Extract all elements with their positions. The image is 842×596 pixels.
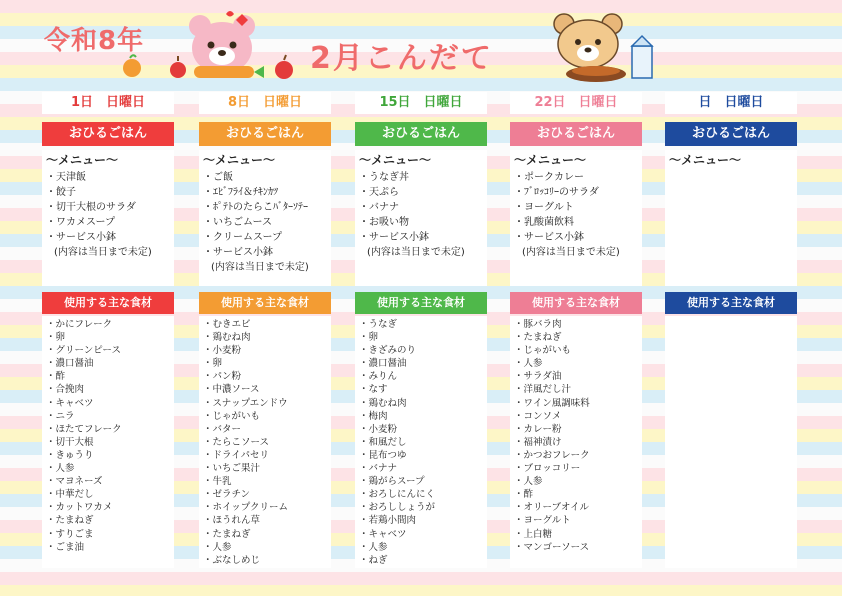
ingredient-item: ・パン粉: [203, 371, 242, 383]
ingredient-item: ・豚バラ肉: [514, 319, 562, 330]
menu-item: ・ﾌﾞﾛｯｺﾘｰのサラダ: [514, 187, 599, 198]
ingredient-item: ・人参: [514, 476, 543, 488]
ingredient-item: ・鶏むね肉: [359, 397, 407, 409]
menu-item: ・乳酸菌飲料: [514, 217, 574, 228]
menu-item: ・サービス小鉢: [514, 232, 584, 243]
ingredient-item: ・濃口醤油: [46, 358, 94, 370]
ingredient-item: ・牛乳: [203, 476, 232, 488]
ingredient-item: ・人参: [46, 463, 75, 475]
ingredients-header-5: 使用する主な食材: [665, 292, 797, 314]
menu-title: ～メニュー～: [46, 153, 119, 167]
ingredient-item: ・いちご果汁: [203, 463, 261, 475]
menu-box-5: [665, 150, 797, 286]
ingredients-box-5: [665, 316, 797, 568]
ingredient-item: ・鶏がらスープ: [359, 476, 425, 488]
ingredient-item: ・卵: [359, 332, 379, 344]
menu-item: ・ヨーグルト: [514, 202, 574, 213]
ingredient-item: ・たまねぎ: [514, 332, 562, 344]
menu-note: (内容は当日まで未定): [211, 262, 309, 273]
ingredient-item: ・酢: [46, 371, 66, 383]
ingredient-item: ・人参: [514, 358, 543, 370]
menu-item: ・ﾎﾟﾃﾄのたらこﾊﾞﾀｰｿﾃｰ: [203, 202, 308, 213]
menu-item: ・サービス小鉢: [46, 232, 116, 243]
lunch-header-5: おひるごはん: [665, 122, 797, 146]
ingredient-item: ・若鶏小間肉: [359, 515, 417, 527]
menu-item: ・天ぷら: [359, 187, 399, 198]
ingredient-item: ・カットワカメ: [46, 502, 113, 514]
bear-carrot-illustration: [118, 10, 298, 82]
ingredients-header-4: 使用する主な食材: [510, 292, 642, 314]
menu-item: ・サービス小鉢: [359, 232, 429, 243]
menu-title: ～メニュー～: [203, 153, 276, 167]
ingredient-item: ・バナナ: [359, 463, 398, 475]
ingredient-item: ・オリーブオイル: [514, 502, 589, 514]
ingredient-item: ・酢: [514, 489, 534, 501]
ingredient-item: ・人参: [359, 541, 388, 553]
ingredient-item: ・鶏むね肉: [203, 332, 251, 344]
menu-item: ・サービス小鉢: [203, 247, 273, 258]
day-date-4: 22日 日曜日: [510, 92, 642, 114]
page-title: 2月こんだて: [310, 41, 493, 76]
ingredient-item: ・ブロッコリー: [514, 463, 581, 475]
ingredient-item: ・濃口醤油: [359, 358, 407, 370]
ingredient-item: ・昆布つゆ: [359, 449, 407, 461]
ingredient-item: ・人参: [203, 541, 232, 553]
ingredient-item: ・おろししょうが: [359, 502, 436, 514]
ingredient-item: ・ごま油: [46, 541, 85, 553]
menu-item: ・お吸い物: [359, 217, 409, 228]
ingredient-item: ・小麦粉: [359, 423, 398, 435]
ingredient-item: ・ニラ: [46, 410, 75, 422]
lunch-header-1: おひるごはん: [42, 122, 174, 146]
ingredient-item: ・なす: [359, 384, 388, 396]
ingredient-item: ・みりん: [359, 371, 398, 383]
ingredient-item: ・かつおフレーク: [514, 449, 590, 461]
ingredient-item: ・ゼラチン: [203, 489, 251, 501]
ingredient-item: ・じゃがいも: [514, 345, 572, 357]
ingredient-item: ・じゃがいも: [203, 410, 261, 422]
ingredients-box-4: [510, 316, 642, 568]
ingredients-header-3: 使用する主な食材: [355, 292, 487, 314]
menu-item: ・切干大根のサラダ: [46, 202, 136, 213]
ingredient-item: ・きゅうり: [46, 449, 94, 461]
ingredient-item: ・ヨーグルト: [514, 515, 571, 527]
ingredients-box-2: [199, 316, 331, 568]
era-year: 令和8年: [44, 26, 145, 56]
ingredients-header-2: 使用する主な食材: [199, 292, 331, 314]
ingredient-item: ・洋風だし汁: [514, 384, 572, 396]
ingredient-item: ・中華だし: [46, 489, 94, 501]
ingredient-item: ・福神漬け: [514, 436, 562, 448]
day-date-3: 15日 日曜日: [355, 92, 487, 114]
menu-box-1: [42, 150, 174, 286]
ingredient-item: ・ドライパセリ: [203, 449, 270, 461]
ingredient-item: ・サラダ油: [514, 371, 562, 383]
ingredient-item: ・バター: [203, 423, 242, 435]
ingredient-item: ・ほうれん草: [203, 515, 261, 527]
ingredient-item: ・キャベツ: [359, 528, 407, 540]
lunch-header-2: おひるごはん: [199, 122, 331, 146]
day-date-1: 1日 日曜日: [42, 92, 174, 114]
ingredient-item: ・グリーンピース: [46, 345, 121, 357]
ingredient-item: ・ぶなしめじ: [203, 554, 261, 566]
menu-item: ・クリームスープ: [203, 232, 282, 243]
day-date-2: 8日 日曜日: [199, 92, 331, 114]
menu-box-4: [510, 150, 642, 286]
ingredient-item: ・マヨネーズ: [46, 476, 103, 488]
menu-note: (内容は当日まで未定): [367, 247, 465, 258]
ingredient-item: ・おろしにんにく: [359, 489, 436, 501]
menu-item: ・ご飯: [203, 172, 233, 183]
ingredient-item: ・マンゴーソース: [514, 541, 590, 553]
ingredient-item: ・ワイン風調味料: [514, 397, 590, 409]
ingredient-item: ・梅肉: [359, 410, 388, 422]
menu-item: ・うなぎ丼: [359, 172, 409, 183]
day-date-5: 日 日曜日: [665, 92, 797, 114]
ingredient-item: ・ほたてフレーク: [46, 423, 122, 435]
menu-item: ・バナナ: [359, 202, 399, 213]
ingredient-item: ・キャベツ: [46, 397, 94, 409]
ingredient-item: ・たらこソース: [203, 436, 270, 448]
ingredient-item: ・たまねぎ: [203, 528, 251, 540]
menu-item: ・いちごムース: [203, 217, 272, 228]
bear-food-illustration: [548, 10, 658, 86]
ingredient-item: ・コンソメ: [514, 410, 562, 422]
ingredient-item: ・かにフレーク: [46, 319, 113, 330]
menu-title: ～メニュー～: [514, 153, 587, 167]
ingredient-item: ・むきエビ: [203, 319, 251, 330]
lunch-header-4: おひるごはん: [510, 122, 642, 146]
lunch-header-3: おひるごはん: [355, 122, 487, 146]
menu-title: ～メニュー～: [669, 153, 742, 167]
menu-title: ～メニュー～: [359, 153, 432, 167]
ingredient-item: ・卵: [203, 358, 223, 370]
ingredient-item: ・きざみのり: [359, 345, 417, 357]
ingredients-box-1: [42, 316, 174, 568]
ingredient-item: ・スナップエンドウ: [203, 397, 288, 409]
menu-note: (内容は当日まで未定): [522, 247, 620, 258]
ingredient-item: ・たまねぎ: [46, 515, 94, 527]
ingredient-item: ・ねぎ: [359, 554, 388, 566]
menu-item: ・天津飯: [46, 172, 86, 183]
ingredient-item: ・中濃ソース: [203, 384, 260, 396]
menu-box-2: [199, 150, 331, 286]
ingredients-box-3: [355, 316, 487, 568]
menu-item: ・ワカメスープ: [46, 217, 115, 228]
ingredients-header-1: 使用する主な食材: [42, 292, 174, 314]
ingredient-item: ・卵: [46, 332, 66, 344]
ingredient-item: ・合挽肉: [46, 384, 85, 396]
menu-note: (内容は当日まで未定): [54, 247, 152, 258]
menu-item: ・ポークカレー: [514, 172, 584, 183]
ingredient-item: ・すりごま: [46, 528, 94, 540]
menu-item: ・ｴﾋﾞﾌﾗｲ＆ﾁｷﾝｶﾂ: [203, 187, 278, 198]
ingredient-item: ・切干大根: [46, 436, 94, 448]
ingredient-item: ・小麦粉: [203, 345, 242, 357]
ingredient-item: ・カレー粉: [514, 423, 562, 435]
ingredient-item: ・上白糖: [514, 528, 553, 540]
ingredient-item: ・ホイップクリーム: [203, 502, 289, 514]
ingredient-item: ・うなぎ: [359, 319, 398, 330]
ingredient-item: ・和風だし: [359, 436, 407, 448]
menu-box-3: [355, 150, 487, 286]
menu-item: ・餃子: [46, 187, 76, 198]
